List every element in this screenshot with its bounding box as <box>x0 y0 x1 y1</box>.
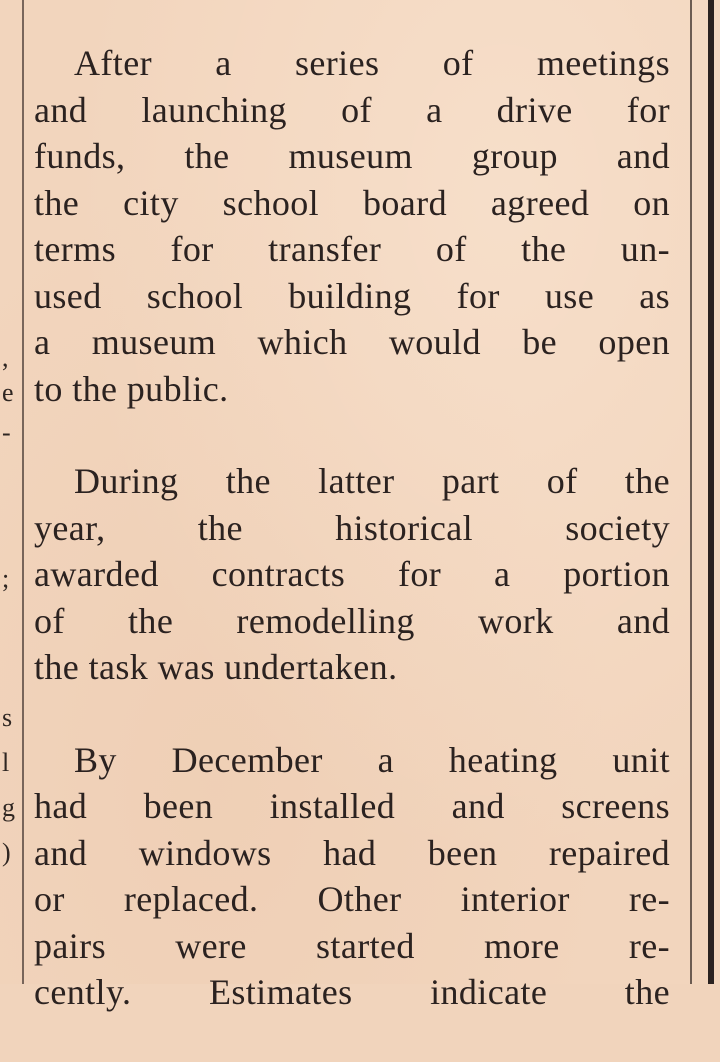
text-line: cently. Estimates indicate the <box>34 972 670 1012</box>
column-rule-far-right <box>708 0 714 984</box>
text-line: funds, the museum group and <box>34 136 670 176</box>
text-line: to the public. <box>34 368 229 409</box>
text-line: had been installed and screens <box>34 786 670 826</box>
text-line: awarded contracts for a portion <box>34 554 670 594</box>
column-rule-right <box>690 0 692 984</box>
text-line: and launching of a drive for <box>34 89 670 130</box>
text-line: pairs were started more re- <box>34 925 670 966</box>
text-line: the city school board agreed on <box>34 182 670 223</box>
text-line: terms for transfer of the un- <box>34 229 670 269</box>
text-line: After a series of meetings <box>74 43 670 83</box>
text-line: used school building for use as <box>34 275 670 316</box>
text-line: of the remodelling work and <box>34 600 670 641</box>
margin-fragment: , <box>2 343 9 372</box>
margin-fragment: g <box>2 793 15 822</box>
text-line: a museum which would be open <box>34 322 670 362</box>
text-line: the task was undertaken. <box>34 647 398 687</box>
text-line: By December a heating unit <box>74 739 670 780</box>
left-margin-fragments <box>0 0 20 984</box>
article-column <box>34 40 670 1062</box>
paragraph-1 <box>34 40 670 412</box>
margin-fragment: e <box>2 378 14 407</box>
column-rule-left <box>22 0 24 984</box>
text-line: or replaced. Other interior re- <box>34 879 670 919</box>
margin-fragment: - <box>2 418 11 447</box>
margin-fragment: ; <box>2 564 10 593</box>
margin-fragment: s <box>2 703 13 732</box>
margin-fragment: ) <box>2 838 11 867</box>
text-line: and windows had been repaired <box>34 832 670 873</box>
paragraph-2 <box>34 458 670 691</box>
text-line: During the latter part of the <box>74 461 670 501</box>
paragraph-3 <box>34 737 670 1016</box>
text-line: year, the historical society <box>34 507 670 548</box>
margin-fragment: l <box>2 748 10 777</box>
